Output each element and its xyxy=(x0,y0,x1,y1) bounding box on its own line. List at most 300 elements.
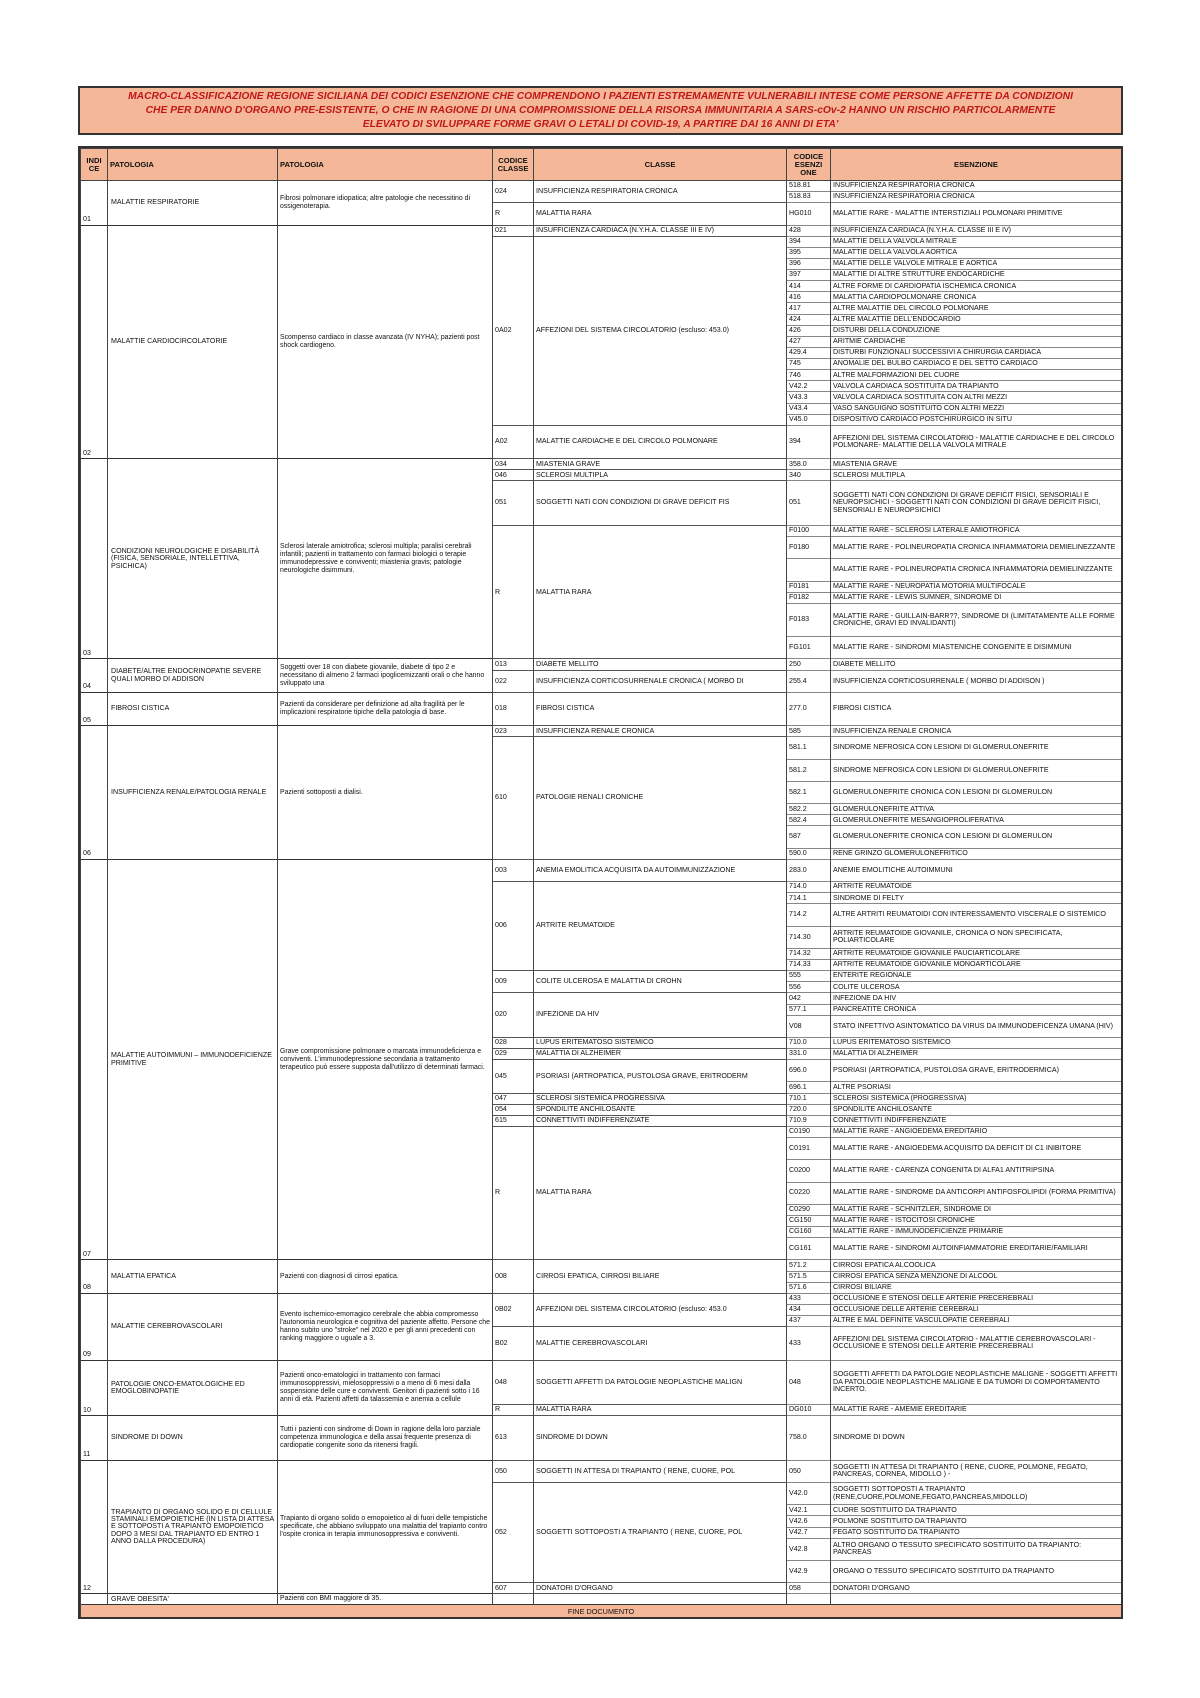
codice-classe-cell: R xyxy=(493,1405,534,1416)
codice-esenzione-cell: 394 xyxy=(787,425,831,458)
codice-esenzione-cell: 255.4 xyxy=(787,670,831,692)
codice-esenzione-cell: 414 xyxy=(787,281,831,292)
codice-esenzione-cell: DG010 xyxy=(787,1405,831,1416)
classe-cell: COLITE ULCEROSA E MALATTIA DI CROHN xyxy=(534,971,787,993)
group-index: 09 xyxy=(81,1293,108,1360)
codice-esenzione-cell: 518.83 xyxy=(787,192,831,203)
group-patologia: MALATTIE RESPIRATORIE xyxy=(108,181,278,226)
classe-cell: SOGGETTI IN ATTESA DI TRAPIANTO ( RENE, CUORE, POL xyxy=(534,1460,787,1482)
classe-cell: ARTRITE REUMATOIDE xyxy=(534,882,787,971)
codice-classe-cell: 046 xyxy=(493,470,534,481)
codice-esenzione-cell: 710.9 xyxy=(787,1115,831,1126)
esenzione-cell: ARITMIE CARDIACHE xyxy=(831,336,1122,347)
codice-esenzione-cell: 395 xyxy=(787,247,831,258)
esenzione-cell: SINDROME DI FELTY xyxy=(831,893,1122,904)
codice-classe-cell: 009 xyxy=(493,971,534,993)
esenzione-cell: SINDROME NEFROSICA CON LESIONI DI GLOMERULONEFRITE xyxy=(831,737,1122,759)
codice-esenzione-cell: V42.9 xyxy=(787,1560,831,1582)
esenzione-cell: MALATTIE RARE - GUILLAIN-BARR??, SINDROME DI (LIMITATAMENTE ALLE FORME CRONICHE, GRAVI ED INVALIDANTI) xyxy=(831,603,1122,636)
codice-esenzione-cell: 426 xyxy=(787,325,831,336)
esenzione-cell xyxy=(831,1594,1122,1605)
esenzione-cell: RENE GRINZO GLOMERULONEFRITICO xyxy=(831,848,1122,859)
esenzione-cell: ARTRITE REUMATOIDE GIOVANILE MONOARTICOLARE xyxy=(831,960,1122,971)
codice-esenzione-cell: 277.0 xyxy=(787,692,831,725)
esenzione-cell: GLOMERULONEFRITE CRONICA CON LESIONI DI GLOMERULON xyxy=(831,781,1122,803)
table-row xyxy=(81,726,1122,737)
esenzione-cell: INSUFFICIENZA CORTICOSURRENALE ( MORBO DI ADDISON ) xyxy=(831,670,1122,692)
codice-classe-cell: 020 xyxy=(493,993,534,1038)
classe-cell: MALATTIA RARA xyxy=(534,525,787,659)
codice-esenzione-cell: 283.0 xyxy=(787,859,831,881)
group-patologia-descrizione: Evento ischemico-emorragico cerebrale che abbia compromesso l'autonomia neurologica e cognitiva del paziente affetto. Persone che hanno subito uno "stroke" nel 2020 e per gli anni precedenti con ranking maggiore o uguale a 3. xyxy=(278,1293,493,1360)
codice-esenzione-cell: 340 xyxy=(787,470,831,481)
classe-cell: MALATTIE CEREBROVASCOLARI xyxy=(534,1327,787,1360)
group-index: 01 xyxy=(81,181,108,226)
table-row xyxy=(81,859,1122,881)
codice-esenzione-cell: V42.2 xyxy=(787,381,831,392)
codice-esenzione-cell xyxy=(787,1594,831,1605)
esenzione-cell: MALATTIE DELLA VALVOLA AORTICA xyxy=(831,247,1122,258)
codice-esenzione-cell: 427 xyxy=(787,336,831,347)
esenzione-cell: CUORE SOSTITUITO DA TRAPIANTO xyxy=(831,1505,1122,1516)
codice-esenzione-cell: C0200 xyxy=(787,1160,831,1182)
codice-esenzione-cell: 582.2 xyxy=(787,804,831,815)
esenzione-cell: ALTRE ARTRITI REUMATOIDI CON INTERESSAMENTO VISCERALE O SISTEMICO xyxy=(831,904,1122,926)
esenzione-cell: ALTRE PSORIASI xyxy=(831,1082,1122,1093)
codice-classe-cell: 613 xyxy=(493,1416,534,1461)
group-patologia-descrizione: Pazienti sottoposti a dialisi. xyxy=(278,726,493,860)
group-index: 08 xyxy=(81,1260,108,1293)
codice-esenzione-cell: 745 xyxy=(787,359,831,370)
classe-cell: SOGGETTI AFFETTI DA PATOLOGIE NEOPLASTICHE MALIGN xyxy=(534,1360,787,1405)
codice-esenzione-cell: 555 xyxy=(787,971,831,982)
table-row xyxy=(81,659,1122,670)
codice-esenzione-cell: 714.33 xyxy=(787,960,831,971)
codice-esenzione-cell: 571.6 xyxy=(787,1282,831,1293)
codice-classe-cell: 051 xyxy=(493,481,534,526)
esenzione-cell: LUPUS ERITEMATOSO SISTEMICO xyxy=(831,1037,1122,1048)
codice-esenzione-cell: 571.2 xyxy=(787,1260,831,1271)
header-patologia-descrizione: PATOLOGIA xyxy=(278,149,493,181)
group-index: 04 xyxy=(81,659,108,692)
group-patologia-descrizione: Soggetti over 18 con diabete giovanile, diabete di tipo 2 e necessitano di almeno 2 farmaci ipoglicemizzanti orali o che hanno sviluppato una xyxy=(278,659,493,692)
codice-esenzione-cell: 714.2 xyxy=(787,904,831,926)
codice-esenzione-cell: 714.32 xyxy=(787,948,831,959)
codice-classe-cell: 615 xyxy=(493,1115,534,1126)
esenzione-cell: ENTERITE REGIONALE xyxy=(831,971,1122,982)
esenzione-cell: OCCLUSIONE DELLE ARTERIE CEREBRALI xyxy=(831,1304,1122,1315)
codice-esenzione-cell: 714.0 xyxy=(787,882,831,893)
codice-esenzione-cell: 048 xyxy=(787,1360,831,1405)
classe-cell: INSUFFICIENZA CARDIACA (N.Y.H.A. CLASSE III E IV) xyxy=(534,225,787,236)
group-index xyxy=(81,1594,108,1605)
esenzione-cell: AFFEZIONI DEL SISTEMA CIRCOLATORIO - MALATTIE CEREBROVASCOLARI - OCCLUSIONE E STENOSI DELLE ARTERIE PRECEREBRALI xyxy=(831,1327,1122,1360)
codice-esenzione-cell: 696.1 xyxy=(787,1082,831,1093)
codice-esenzione-cell: 720.0 xyxy=(787,1104,831,1115)
esenzione-cell: ORGANO O TESSUTO SPECIFICATO SOSTITUITO DA TRAPIANTO xyxy=(831,1560,1122,1582)
codice-esenzione-cell: V42.6 xyxy=(787,1516,831,1527)
codice-esenzione-cell: 428 xyxy=(787,225,831,236)
esenzione-cell: GLOMERULONEFRITE ATTIVA xyxy=(831,804,1122,815)
esenzione-cell: MALATTIE RARE - MALATTIE INTERSTIZIALI POLMONARI PRIMITIVE xyxy=(831,203,1122,225)
table-row xyxy=(81,1416,1122,1461)
esenzione-cell: DIABETE MELLITO xyxy=(831,659,1122,670)
header-patologia: PATOLOGIA xyxy=(108,149,278,181)
codice-esenzione-cell: C0220 xyxy=(787,1182,831,1204)
classe-cell: SPONDILITE ANCHILOSANTE xyxy=(534,1104,787,1115)
esenzione-cell: SOGGETTI AFFETTI DA PATOLOGIE NEOPLASTICHE MALIGNE - SOGGETTI AFFETTI DA PATOLOGIE NEOPLASTICHE MALIGNE E DA TUMORI DI COMPORTAMENTO INCERTO. xyxy=(831,1360,1122,1405)
esenzione-cell: MALATTIE DELLE VALVOLE MITRALE E AORTICA xyxy=(831,258,1122,269)
codice-classe-cell: 018 xyxy=(493,692,534,725)
esenzione-cell: ALTRE MALATTIE DEL CIRCOLO POLMONARE xyxy=(831,303,1122,314)
exemptions-table xyxy=(80,148,1122,1617)
esenzione-cell: POLMONE SOSTITUITO DA TRAPIANTO xyxy=(831,1516,1122,1527)
esenzione-cell: SPONDILITE ANCHILOSANTE xyxy=(831,1104,1122,1115)
esenzione-cell: OCCLUSIONE E STENOSI DELLE ARTERIE PRECEREBRALI xyxy=(831,1293,1122,1304)
classe-cell: DONATORI D'ORGANO xyxy=(534,1583,787,1594)
table-row xyxy=(81,1293,1122,1304)
esenzione-cell: MALATTIE RARE - SINDROMI MIASTENICHE CONGENITE E DISIMMUNI xyxy=(831,637,1122,659)
esenzione-cell: ARTRITE REUMATOIDE GIOVANILE, CRONICA O NON SPECIFICATA, POLIARTICOLARE xyxy=(831,926,1122,948)
esenzione-cell: MIASTENIA GRAVE xyxy=(831,459,1122,470)
codice-esenzione-cell: 518.81 xyxy=(787,181,831,192)
esenzione-cell: ARTRITE REUMATOIDE GIOVANILE PAUCIARTICOLARE xyxy=(831,948,1122,959)
esenzione-cell: MALATTIE RARE - SCLEROSI LATERALE AMIOTROFICA xyxy=(831,525,1122,536)
classe-cell: INSUFFICIENZA RESPIRATORIA CRONICA xyxy=(534,181,787,203)
group-index: 11 xyxy=(81,1416,108,1461)
codice-esenzione-cell: 396 xyxy=(787,258,831,269)
group-patologia-descrizione: Pazienti con diagnosi di cirrosi epatica. xyxy=(278,1260,493,1293)
codice-esenzione-cell: V08 xyxy=(787,1015,831,1037)
codice-classe-cell: R xyxy=(493,203,534,225)
codice-esenzione-cell: CG160 xyxy=(787,1227,831,1238)
codice-esenzione-cell xyxy=(787,559,831,581)
esenzione-cell: INFEZIONE DA HIV xyxy=(831,993,1122,1004)
esenzione-cell: ALTRO ORGANO O TESSUTO SPECIFICATO SOSTITUITO DA TRAPIANTO: PANCREAS xyxy=(831,1538,1122,1560)
group-patologia: MALATTIE CARDIOCIRCOLATORIE xyxy=(108,225,278,459)
group-patologia-descrizione: Scompenso cardiaco in classe avanzata (IV NYHA); pazienti post shock cardiogeno. xyxy=(278,225,493,459)
esenzione-cell: MALATTIE RARE - AMEMIE EREDITARIE xyxy=(831,1405,1122,1416)
classe-cell: AFFEZIONI DEL SISTEMA CIRCOLATORIO (escluso: 453.0) xyxy=(534,236,787,425)
esenzione-cell: CONNETTIVITI INDIFFERENZIATE xyxy=(831,1115,1122,1126)
codice-esenzione-cell: 424 xyxy=(787,314,831,325)
classe-cell: PSORIASI (ARTROPATICA, PUSTOLOSA GRAVE, ERITRODERM xyxy=(534,1060,787,1093)
codice-esenzione-cell: 429.4 xyxy=(787,347,831,358)
group-index: 05 xyxy=(81,692,108,725)
header-esenzione: ESENZIONE xyxy=(831,149,1122,181)
esenzione-cell: PANCREATITE CRONICA xyxy=(831,1004,1122,1015)
classe-cell: MALATTIA RARA xyxy=(534,203,787,225)
footer-row xyxy=(81,1605,1122,1617)
esenzione-cell: SCLEROSI MULTIPLA xyxy=(831,470,1122,481)
esenzione-cell: INSUFFICIENZA RESPIRATORIA CRONICA xyxy=(831,181,1122,192)
codice-classe-cell: R xyxy=(493,525,534,659)
classe-cell: CONNETTIVITI INDIFFERENZIATE xyxy=(534,1115,787,1126)
group-patologia: DIABETE/ALTRE ENDOCRINOPATIE SEVERE QUALI MORBO DI ADDISON xyxy=(108,659,278,692)
esenzione-cell: CIRROSI EPATICA SENZA MENZIONE DI ALCOOL xyxy=(831,1271,1122,1282)
esenzione-cell: SCLEROSI SISTEMICA (PROGRESSIVA) xyxy=(831,1093,1122,1104)
codice-esenzione-cell: 434 xyxy=(787,1304,831,1315)
classe-cell: MALATTIE CARDIACHE E DEL CIRCOLO POLMONARE xyxy=(534,425,787,458)
codice-esenzione-cell: 710.0 xyxy=(787,1037,831,1048)
table-row xyxy=(81,1460,1122,1482)
esenzione-cell: MALATTIA DI ALZHEIMER xyxy=(831,1049,1122,1060)
esenzione-cell: MALATTIE DELLA VALVOLA MITRALE xyxy=(831,236,1122,247)
esenzione-cell: ALTRE E MAL DEFINITE VASCULOPATIE CEREBRALI xyxy=(831,1316,1122,1327)
group-patologia: PATOLOGIE ONCO-EMATOLOGICHE ED EMOGLOBINOPATIE xyxy=(108,1360,278,1416)
header-codice-classe: CODICE CLASSE xyxy=(493,149,534,181)
codice-classe-cell: 047 xyxy=(493,1093,534,1104)
esenzione-cell: DISPOSITIVO CARDIACO POSTCHIRURGICO IN SITU xyxy=(831,414,1122,425)
classe-cell: MALATTIA RARA xyxy=(534,1405,787,1416)
table-row xyxy=(81,1360,1122,1405)
codice-esenzione-cell: 587 xyxy=(787,826,831,848)
codice-esenzione-cell: V42.1 xyxy=(787,1505,831,1516)
group-patologia-descrizione: Grave compromissione polmonare o marcata immunodeficienza e conviventi. L'immunodepressione secondaria a trattamento terapeutico può essere supposta dall'utilizzo di determinati farmaci. xyxy=(278,859,493,1260)
group-patologia: GRAVE OBESITA' xyxy=(108,1594,278,1605)
classe-cell: SOGGETTI SOTTOPOSTI A TRAPIANTO ( RENE, CUORE, POL xyxy=(534,1483,787,1583)
esenzione-cell: MALATTIE RARE - LEWIS SUMNER, SINDROME DI xyxy=(831,592,1122,603)
codice-esenzione-cell: 358.0 xyxy=(787,459,831,470)
esenzione-cell: SINDROME NEFROSICA CON LESIONI DI GLOMERULONEFRITE xyxy=(831,759,1122,781)
esenzione-cell: MALATTIE RARE - ISTOCITOSI CRONICHE xyxy=(831,1215,1122,1226)
esenzione-cell: MALATTIE RARE - SCHNITZLER, SINDROME DI xyxy=(831,1204,1122,1215)
codice-esenzione-cell: FG101 xyxy=(787,637,831,659)
group-patologia-descrizione: Fibrosi polmonare idiopatica; altre patologie che necessitino di ossigenoterapia. xyxy=(278,181,493,226)
codice-classe-cell: 045 xyxy=(493,1060,534,1093)
group-index: 02 xyxy=(81,225,108,459)
codice-esenzione-cell: 250 xyxy=(787,659,831,670)
codice-classe-cell: 008 xyxy=(493,1260,534,1293)
esenzione-cell: MALATTIE RARE - SINDROMI AUTOINFIAMMATORIE EREDITARIE/FAMILIARI xyxy=(831,1238,1122,1260)
esenzione-cell: MALATTIE RARE - IMMUNODEFICIENZE PRIMARIE xyxy=(831,1227,1122,1238)
codice-esenzione-cell: F0182 xyxy=(787,592,831,603)
codice-classe-cell: 003 xyxy=(493,859,534,881)
esenzione-cell: SOGGETTI IN ATTESA DI TRAPIANTO ( RENE, CUORE, POLMONE, FEGATO, PANCREAS, CORNEA, MIDOLLO ) - xyxy=(831,1460,1122,1482)
codice-esenzione-cell: F0180 xyxy=(787,537,831,559)
esenzione-cell: MALATTIE RARE - ANGIOEDEMA ACQUISITO DA DEFICIT DI C1 INIBITORE xyxy=(831,1138,1122,1160)
codice-classe-cell: A02 xyxy=(493,425,534,458)
header-row xyxy=(81,149,1122,181)
codice-esenzione-cell: 051 xyxy=(787,481,831,526)
table-row xyxy=(81,225,1122,236)
classe-cell: CIRROSI EPATICA, CIRROSI BILIARE xyxy=(534,1260,787,1293)
codice-esenzione-cell: 437 xyxy=(787,1316,831,1327)
codice-esenzione-cell: 710.1 xyxy=(787,1093,831,1104)
group-patologia: MALATTIE CEREBROVASCOLARI xyxy=(108,1293,278,1360)
group-patologia: MALATTIA EPATICA xyxy=(108,1260,278,1293)
classe-cell: MIASTENIA GRAVE xyxy=(534,459,787,470)
esenzione-cell: MALATTIE RARE - NEUROPATIA MOTORIA MULTIFOCALE xyxy=(831,581,1122,592)
classe-cell: LUPUS ERITEMATOSO SISTEMICO xyxy=(534,1037,787,1048)
esenzione-cell: ALTRE FORME DI CARDIOPATIA ISCHEMICA CRONICA xyxy=(831,281,1122,292)
esenzione-cell: INSUFFICIENZA RENALE CRONICA xyxy=(831,726,1122,737)
codice-classe-cell: 607 xyxy=(493,1583,534,1594)
header-indice: INDI CE xyxy=(81,149,108,181)
header-codice-esenzione: CODICE ESENZI ONE xyxy=(787,149,831,181)
table-row xyxy=(81,459,1122,470)
codice-classe-cell: 028 xyxy=(493,1037,534,1048)
classe-cell: ANEMIA EMOLITICA ACQUISITA DA AUTOIMMUNIZZAZIONE xyxy=(534,859,787,881)
codice-classe-cell: 021 xyxy=(493,225,534,236)
codice-esenzione-cell: V42.0 xyxy=(787,1483,831,1505)
codice-esenzione-cell: 714.1 xyxy=(787,893,831,904)
esenzione-cell: PSORIASI (ARTROPATICA, PUSTOLOSA GRAVE, ERITRODERMICA) xyxy=(831,1060,1122,1082)
esenzione-cell: ALTRE MALFORMAZIONI DEL CUORE xyxy=(831,370,1122,381)
codice-classe-cell: 006 xyxy=(493,882,534,971)
classe-cell: INSUFFICIENZA RENALE CRONICA xyxy=(534,726,787,737)
codice-classe-cell: 024 xyxy=(493,181,534,203)
esenzione-cell: FEGATO SOSTITUITO DA TRAPIANTO xyxy=(831,1527,1122,1538)
codice-esenzione-cell: V43.4 xyxy=(787,403,831,414)
classe-cell: SOGGETTI NATI CON CONDIZIONI DI GRAVE DEFICIT FIS xyxy=(534,481,787,526)
esenzione-cell: GLOMERULONEFRITE MESANGIOPROLIFERATIVA xyxy=(831,815,1122,826)
codice-esenzione-cell: HG010 xyxy=(787,203,831,225)
table-row xyxy=(81,1260,1122,1271)
codice-esenzione-cell: F0181 xyxy=(787,581,831,592)
codice-esenzione-cell: 590.0 xyxy=(787,848,831,859)
group-index: 12 xyxy=(81,1460,108,1594)
group-index: 10 xyxy=(81,1360,108,1416)
title-line-3: ELEVATO DI SVILUPPARE FORME GRAVI O LETALI DI COVID-19, A PARTIRE DAI 16 ANNI DI ETA' xyxy=(362,118,839,130)
esenzione-cell: MALATTIE RARE - POLINEUROPATIA CRONICA INFIAMMATORIA DEMIELINIZZANTE xyxy=(831,559,1122,581)
codice-classe-cell: 029 xyxy=(493,1049,534,1060)
group-patologia-descrizione: Pazienti da considerare per definizione ad alta fragilità per le implicazioni respiratorie tipiche della patologia di base. xyxy=(278,692,493,725)
codice-classe-cell: 0B02 xyxy=(493,1293,534,1326)
esenzione-cell: VALVOLA CARDIACA SOSTITUITA DA TRAPIANTO xyxy=(831,381,1122,392)
codice-classe-cell: 034 xyxy=(493,459,534,470)
group-index: 07 xyxy=(81,859,108,1260)
esenzione-cell: COLITE ULCEROSA xyxy=(831,982,1122,993)
codice-classe-cell: 013 xyxy=(493,659,534,670)
classe-cell: PATOLOGIE RENALI CRONICHE xyxy=(534,737,787,859)
esenzione-cell: INSUFFICIENZA CARDIACA (N.Y.H.A. CLASSE III E IV) xyxy=(831,225,1122,236)
esenzione-cell: MALATTIE RARE - CARENZA CONGENITA DI ALFA1 ANTITRIPSINA xyxy=(831,1160,1122,1182)
codice-esenzione-cell: 696.0 xyxy=(787,1060,831,1082)
codice-esenzione-cell: 571.5 xyxy=(787,1271,831,1282)
classe-cell: SCLEROSI MULTIPLA xyxy=(534,470,787,481)
esenzione-cell: SINDROME DI DOWN xyxy=(831,1416,1122,1461)
esenzione-cell: DISTURBI DELLA CONDUZIONE xyxy=(831,325,1122,336)
document-title-box xyxy=(78,86,1123,135)
codice-esenzione-cell: 746 xyxy=(787,370,831,381)
group-patologia: INSUFFICIENZA RENALE/PATOLOGIA RENALE xyxy=(108,726,278,860)
group-patologia-descrizione: Trapianto di organo solido o emopoietico al di fuori delle tempistiche specificate, che abbiano sviluppato una malattia del trapianto contro l'ospite cronica in terapia immunosoppressiva e conviventi. xyxy=(278,1460,493,1594)
codice-classe-cell: 023 xyxy=(493,726,534,737)
codice-esenzione-cell: F0100 xyxy=(787,525,831,536)
codice-esenzione-cell: 058 xyxy=(787,1583,831,1594)
codice-esenzione-cell: V45.0 xyxy=(787,414,831,425)
esenzione-cell: CIRROSI EPATICA ALCOOLICA xyxy=(831,1260,1122,1271)
codice-esenzione-cell: V43.3 xyxy=(787,392,831,403)
classe-cell: INSUFFICIENZA CORTICOSURRENALE CRONICA ( MORBO DI xyxy=(534,670,787,692)
table-row xyxy=(81,692,1122,725)
codice-esenzione-cell: C0190 xyxy=(787,1126,831,1137)
codice-esenzione-cell: 582.4 xyxy=(787,815,831,826)
esenzione-cell: GLOMERULONEFRITE CRONICA CON LESIONI DI GLOMERULON xyxy=(831,826,1122,848)
codice-classe-cell: 054 xyxy=(493,1104,534,1115)
esenzione-cell: AFFEZIONI DEL SISTEMA CIRCOLATORIO - MALATTIE CARDIACHE E DEL CIRCOLO POLMONARE- MALATTIE DELLA VALVOLA MITRALE xyxy=(831,425,1122,458)
group-patologia: FIBROSI CISTICA xyxy=(108,692,278,725)
esenzione-cell: ANOMALIE DEL BULBO CARDIACO E DEL SETTO CARDIACO xyxy=(831,359,1122,370)
esenzione-cell: ARTRITE REUMATOIDE xyxy=(831,882,1122,893)
codice-esenzione-cell: 331.0 xyxy=(787,1049,831,1060)
codice-classe-cell xyxy=(493,1594,534,1605)
codice-esenzione-cell: 397 xyxy=(787,270,831,281)
classe-cell xyxy=(534,1594,787,1605)
codice-esenzione-cell: 577.1 xyxy=(787,1004,831,1015)
esenzione-cell: DONATORI D'ORGANO xyxy=(831,1583,1122,1594)
esenzione-cell: VALVOLA CARDIACA SOSTITUITA CON ALTRI MEZZI xyxy=(831,392,1122,403)
table-row xyxy=(81,1594,1122,1605)
codice-esenzione-cell: 581.2 xyxy=(787,759,831,781)
classe-cell: AFFEZIONI DEL SISTEMA CIRCOLATORIO (escluso: 453.0 xyxy=(534,1293,787,1326)
title-line-1: MACRO-CLASSIFICAZIONE REGIONE SICILIANA DEI CODICI ESENZIONE CHE COMPRENDONO I PAZIENTI ESTREMAMENTE VULNERABILI INTESE COME PERSONE AFFETTE DA CONDIZIONI xyxy=(128,90,1073,102)
table-row xyxy=(81,181,1122,192)
esenzione-cell: SOGGETTI SOTTOPOSTI A TRAPIANTO (RENE,CUORE,POLMONE,FEGATO,PANCREAS,MIDOLLO) xyxy=(831,1483,1122,1505)
codice-esenzione-cell: 433 xyxy=(787,1293,831,1304)
esenzione-cell: ANEMIE EMOLITICHE AUTOIMMUNI xyxy=(831,859,1122,881)
codice-classe-cell: R xyxy=(493,1126,534,1260)
group-index: 03 xyxy=(81,459,108,659)
codice-esenzione-cell: 042 xyxy=(787,993,831,1004)
group-patologia: TRAPIANTO DI ORGANO SOLIDO E DI CELLULE STAMINALI EMOPOIETICHE (IN LISTA DI ATTESA E SOTTOPOSTI A TRAPIANTO EMOPOIETICO DOPO 3 MESI DAL TRAPIANTO ED ENTRO 1 ANNO DALLA PROCEDURA) xyxy=(108,1460,278,1594)
codice-classe-cell: 022 xyxy=(493,670,534,692)
group-patologia-descrizione: Pazienti con BMI maggiore di 35. xyxy=(278,1594,493,1605)
codice-esenzione-cell: F0183 xyxy=(787,603,831,636)
codice-esenzione-cell: C0290 xyxy=(787,1204,831,1215)
esenzione-cell: FIBROSI CISTICA xyxy=(831,692,1122,725)
group-patologia: MALATTIE AUTOIMMUNI – IMMUNODEFICIENZE PRIMITIVE xyxy=(108,859,278,1260)
codice-esenzione-cell: 585 xyxy=(787,726,831,737)
codice-esenzione-cell: CG161 xyxy=(787,1238,831,1260)
classe-cell: MALATTIA DI ALZHEIMER xyxy=(534,1049,787,1060)
esenzione-cell: SOGGETTI NATI CON CONDIZIONI DI GRAVE DEFICIT FISICI, SENSORIALI E NEUROPSICHICI - SOGGETTI NATI CON CONDIZIONI DI GRAVE DEFICIT FISICI, SENSORIALI E NEUROPSICHICI xyxy=(831,481,1122,526)
codice-classe-cell: 050 xyxy=(493,1460,534,1482)
esenzione-cell: MALATTIE RARE - SINDROME DA ANTICORPI ANTIFOSFOLIPIDI (FORMA PRIMITIVA) xyxy=(831,1182,1122,1204)
classe-cell: DIABETE MELLITO xyxy=(534,659,787,670)
classe-cell: INFEZIONE DA HIV xyxy=(534,993,787,1038)
esenzione-cell: ALTRE MALATTIE DELL'ENDOCARDIO xyxy=(831,314,1122,325)
codice-esenzione-cell: 433 xyxy=(787,1327,831,1360)
table-body xyxy=(81,181,1122,1618)
esenzione-cell: MALATTIE DI ALTRE STRUTTURE ENDOCARDICHE xyxy=(831,270,1122,281)
classe-cell: SINDROME DI DOWN xyxy=(534,1416,787,1461)
codice-esenzione-cell: 416 xyxy=(787,292,831,303)
esenzione-cell: DISTURBI FUNZIONALI SUCCESSIVI A CHIRURGIA CARDIACA xyxy=(831,347,1122,358)
esenzione-cell: MALATTIE RARE - POLINEUROPATIA CRONICA INFIAMMATORIA DEMIELINEZZANTE xyxy=(831,537,1122,559)
codice-esenzione-cell: 714.30 xyxy=(787,926,831,948)
group-patologia: SINDROME DI DOWN xyxy=(108,1416,278,1461)
exemptions-table-frame xyxy=(78,146,1123,1619)
fine-documento-label: FINE DOCUMENTO xyxy=(81,1605,1122,1617)
esenzione-cell: MALATTIE RARE - ANGIOEDEMA EREDITARIO xyxy=(831,1126,1122,1137)
codice-classe-cell: 610 xyxy=(493,737,534,859)
codice-classe-cell: B02 xyxy=(493,1327,534,1360)
classe-cell: MALATTIA RARA xyxy=(534,1126,787,1260)
esenzione-cell: MALATTIA CARDIOPOLMONARE CRONICA xyxy=(831,292,1122,303)
codice-esenzione-cell: 581.1 xyxy=(787,737,831,759)
codice-esenzione-cell: 417 xyxy=(787,303,831,314)
codice-classe-cell: 048 xyxy=(493,1360,534,1405)
codice-esenzione-cell: 556 xyxy=(787,982,831,993)
codice-esenzione-cell: 582.1 xyxy=(787,781,831,803)
group-patologia-descrizione: Sclerosi laterale amiotrofica; sclerosi multipla; paralisi cerebrali infantili; pazienti in trattamento con farmaci biologici o terapie immunodepressive e conviventi; miastenia gravis; patologie neurologiche disimmuni. xyxy=(278,459,493,659)
title-line-2: CHE PER DANNO D'ORGANO PRE-ESISTENTE, O CHE IN RAGIONE DI UNA COMPROMISSIONE DELLA RISORSA IMMUNITARIA A SARS-cOv-2 HANNO UN RISCHIO PARTICOLARMENTE xyxy=(145,104,1056,116)
codice-esenzione-cell: V42.7 xyxy=(787,1527,831,1538)
codice-esenzione-cell: 758.0 xyxy=(787,1416,831,1461)
codice-esenzione-cell: CG150 xyxy=(787,1215,831,1226)
